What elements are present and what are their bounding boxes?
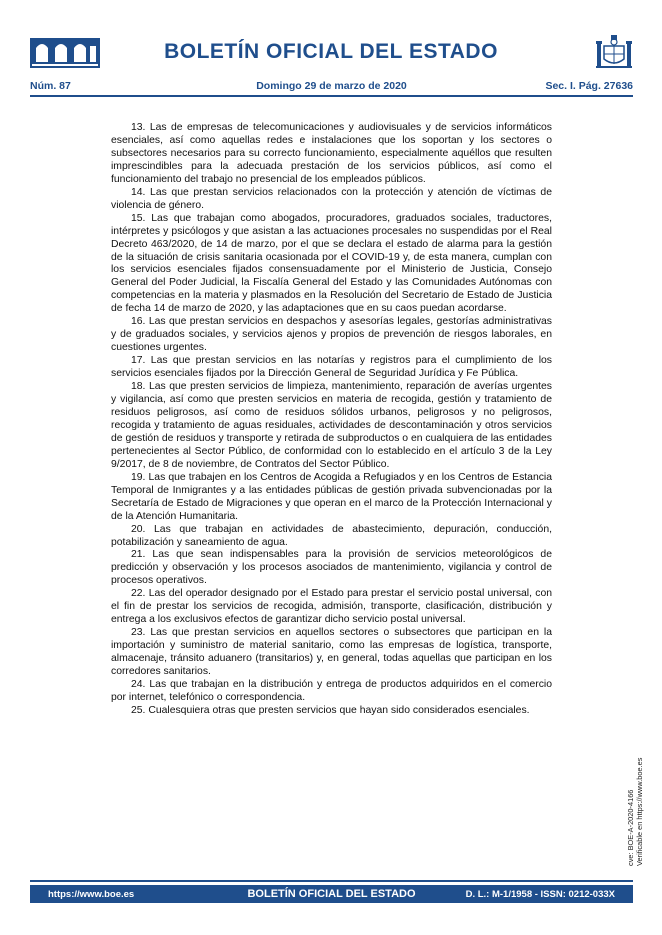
paragraph: 13. Las de empresas de telecomunicaciones y audiovisuales y de servicios informáticos esenciales, así como aquellas redes e instalaciones que los soportan y los sectores o subsectores necesarios para su correcto funcionamiento, especialmente aquéllos que resulten imprescindibles para la adecuada prestación de los servicios públicos, así como el funcionamiento del trabajo no presencial de los empleados públicos.	[111, 122, 552, 185]
paragraph: 18. Las que presten servicios de limpieza, mantenimiento, reparación de averías urgentes y vigilancia, así como que presten servicios en materia de recogida, gestión y tratamiento de residuos peligrosos, así como de residuos sólidos urbanos, peligrosos y no peligrosos, recogida y tratamiento de aguas residuales, actividades de descontaminación y otros servicios de gestión de residuos y transporte y retirada de subproductos o en cualquiera de las entidades pertenecientes al Sector Público, de conformidad con lo establecido en el artículo 3 de la Ley 9/2017, de 8 de noviembre, de Contratos del Sector Público.	[111, 381, 552, 470]
paragraph: 24. Las que trabajan en la distribución y entrega de productos adquiridos en el comercio por internet, telefónico o correspondencia.	[111, 678, 552, 703]
footer-url-link[interactable]: https://www.boe.es	[48, 889, 135, 900]
coat-of-arms-icon	[594, 33, 634, 71]
paragraph: 14. Las que prestan servicios relacionados con la protección y atención de víctimas de violencia de género.	[111, 186, 552, 211]
issue-number: Núm. 87	[30, 80, 71, 92]
page-title: BOLETÍN OFICIAL DEL ESTADO	[164, 40, 498, 63]
paragraph: 25. Cualesquiera otras que presten servicios que hayan sido considerados esenciales.	[131, 704, 530, 716]
footer-issn: D. L.: M-1/1958 - ISSN: 0212-033X	[465, 889, 615, 900]
paragraph: 15. Las que trabajan como abogados, procuradores, graduados sociales, traductores, intérpretes y psicólogos y que asistan a las actuaciones procesales no suspendidas por el Real Decreto 463/2020, de 14 de marzo, por el que se declara el estado de alarma para la gestión de la situación de crisis sanitaria ocasionada por el COVID-19 y, de esta manera, cumplan con los servicios esenciales fijados consensuadamente por el Ministerio de Justicia, Consejo General del Poder Judicial, la Fiscalía General del Estado y las Comunidades Autónomas con competencias en la materia y plasmados en la Resolución del Secretario de Estado de Justicia de fecha 14 de marzo de 2020, y las adaptaciones que en su caos puedan acordarse.	[111, 212, 552, 315]
document-body	[111, 122, 552, 718]
section-page: Sec. I. Pág. 27636	[545, 80, 633, 92]
paragraph: 16. Las que prestan servicios en despachos y asesorías legales, gestorías administrativas y de graduados sociales, y servicios ajenos y propios de prevención de riesgos laborales, en cuestiones urgentes.	[111, 316, 552, 354]
footer-divider	[30, 880, 633, 882]
paragraph: 23. Las que prestan servicios en aquellos sectores o subsectores que participan en la importación y suministro de material sanitario, como las empresas de logística, transporte, almacenaje, tránsito aduanero (transitarios) y, en general, todas aquellas que participan en los corredores sanitarios.	[111, 627, 552, 678]
paragraph: 21. Las que sean indispensables para la provisión de servicios meteorológicos de predicción y observación y los procesos asociados de mantenimiento, vigilancia y control de procesos operativos.	[111, 549, 552, 587]
header-divider	[30, 95, 633, 97]
footer-publication-name: BOLETÍN OFICIAL DEL ESTADO	[247, 888, 416, 900]
paragraph: 22. Las del operador designado por el Estado para prestar el servicio postal universal, con el fin de prestar los servicios de recogida, admisión, transporte, clasificación, distribución y entrega a los exclusivos efectos de garantizar dicho servicio postal universal.	[111, 588, 552, 626]
paragraph: 20. Las que trabajan en actividades de abastecimiento, depuración, conducción, potabilización y saneamiento de agua.	[111, 523, 552, 548]
issue-date: Domingo 29 de marzo de 2020	[256, 80, 407, 92]
verification-link[interactable]: Verificable en https://www.boe.es	[635, 757, 644, 866]
cve-code: cve: BOE-A-2020-4166	[626, 789, 635, 866]
paragraph: 17. Las que prestan servicios en las notarías y registros para el cumplimiento de los servicios esenciales fijados por la Dirección General de Seguridad Jurídica y Fe Pública.	[111, 355, 552, 380]
issue-info-bar	[30, 80, 633, 94]
footer-bar	[30, 885, 633, 903]
paragraph: 19. Las que trabajen en los Centros de Acogida a Refugiados y en los Centros de Estancia Temporal de Inmigrantes y a las entidades públicas de gestión privada subvencionadas por la Secretaría de Estado de Migraciones y que operan en el marco de la Protección Internacional y de la Atención Humanitaria.	[111, 471, 552, 522]
